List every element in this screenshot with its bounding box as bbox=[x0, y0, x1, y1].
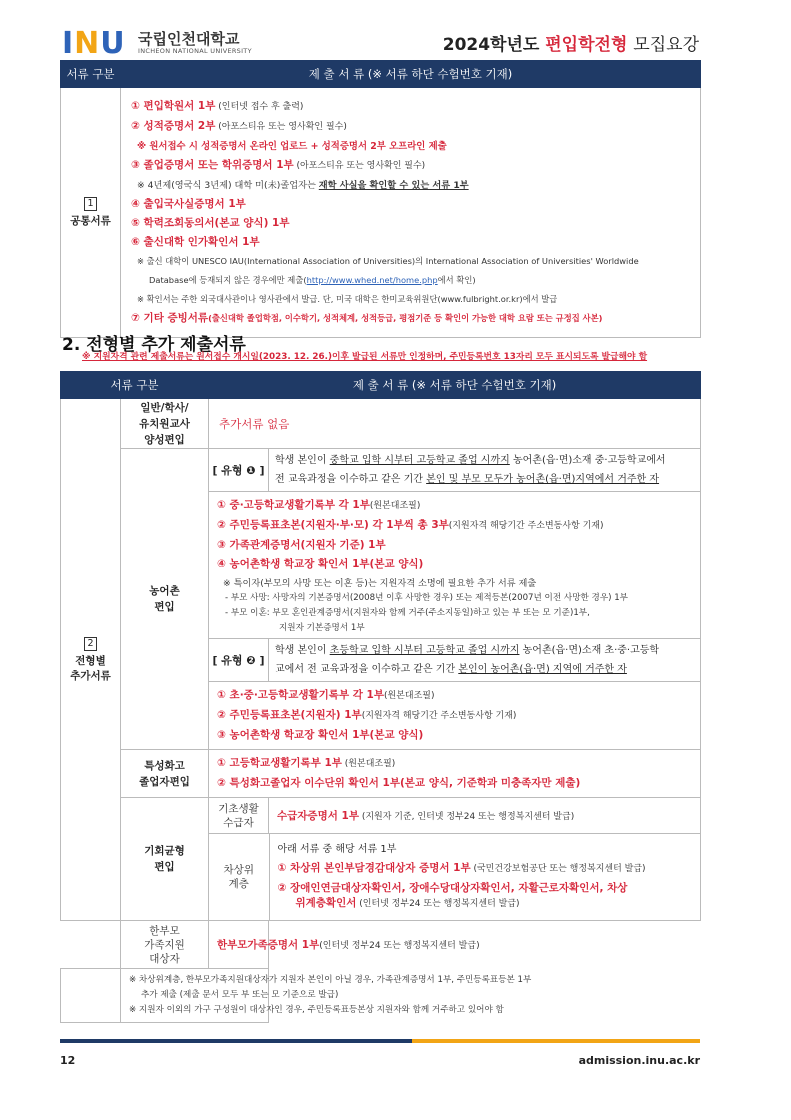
col-header-documents: 제 출 서 류 (※ 서류 하단 수험번호 기재) bbox=[121, 61, 701, 88]
vocational-docs: ① 고등학교생활기록부 1부 (원본대조필) ② 특성화고졸업자 이수단위 확인서 1부(본교 양식, 기준학과 미충족자만 제출) bbox=[209, 750, 701, 798]
common-documents-table bbox=[60, 60, 701, 338]
section2-title: 2. 전형별 추가 제출서류 bbox=[62, 335, 246, 355]
single-parent-docs: 한부모가족증명서 1부(인터넷 정부24 또는 행정복지센터 발급) bbox=[209, 921, 269, 969]
basic-living-docs: 수급자증명서 1부 (지원자 기준, 인터넷 정부24 또는 행정복지센터 발급) bbox=[269, 798, 701, 834]
col-header-category: 서류 구분 bbox=[61, 61, 121, 88]
col-header-category: 서류 구분 bbox=[61, 372, 209, 399]
site-url[interactable]: admission.inu.ac.kr bbox=[578, 1054, 700, 1067]
basic-living-label: 기초생활 수급자 bbox=[209, 798, 269, 834]
equal-opportunity-notes: ※ 차상위계층, 한부모가족지원대상자가 지원자 본인이 아닐 경우, 가족관계증명서 1부, 주민등록표등본 1부 추가 제출 (제출 문서 모두 부 또는 모 기준으로 발급) ※ 지원자 이외의 가구 구성원이 대상자인 경우, 주민등록표등본상 지원자와 함께 거주하고 있어야 함 bbox=[121, 969, 269, 1023]
logo-korean-name: 국립인천대학교 bbox=[138, 30, 240, 48]
type-equal-opportunity: 기회균형 편입 bbox=[121, 798, 209, 921]
common-doc-list: ① 편입학원서 1부 (인터넷 접수 후 출력) ② 성적증명서 2부 (아포스티유 또는 영사확인 필수) ※ 원서접수 시 성적증명서 온라인 업로드 + 성적증명서 2부 오프라인 제출 ③ 졸업증명서 또는 학위증명서 1부 (아포스티유 또는 영사확인 필수) ※ 4년제(영국식 3년제) 대학 미(未)졸업자는 재학 사실을 확인할 수 있는 서류 1부 ④ 출입국사실증명서 1부 ⑤ 학력조회동의서(본교 양식) 1부 ⑥ 출신대학 인가확인서 1부 ※ 출신 대학이 UNESCO IAU(International Association of Universities)의 International Association of Universities' Worldwide Database에 등재되지 않은 경우에만 제출(http://www.whed.net/home.php에서 확인) ※ 확인서는 주한 외국대사관이나 영사관에서 발급. 단, 미국 대학은 한미교육위원단(www.fulbright.or.kr)에서 발급 ⑦ 기타 증빙서류(출신대학 졸업학점, 이수학기, 성적체계, 성적등급, 평점기준 등 확인이 가능한 대학 요람 또는 규정집 사본) bbox=[121, 88, 701, 338]
category-additional: 2 전형별 추가서류 bbox=[61, 399, 121, 921]
logo-english-name: INCHEON NATIONAL UNIVERSITY bbox=[138, 47, 252, 55]
rural-type2-docs: ① 초·중·고등학교생활기록부 각 1부(원본대조필) ② 주민등록표초본(지원자) 1부(지원자격 해당기간 주소변동사항 기재) ③ 농어촌학생 학교장 확인서 1부(본교 양식) bbox=[209, 682, 701, 750]
near-poverty-docs: 아래 서류 중 해당 서류 1부 ① 차상위 본인부담경감대상자 증명서 1부 (국민건강보험공단 또는 행정복지센터 발급) ② 장애인연금대상자확인서, 장애수당대상자확인서, 자활근로자확인서, 차상 위계층확인서 (인터넷 정부24 또는 행정복지센터 발급) bbox=[277, 844, 646, 909]
whed-link[interactable]: http://www.whed.net/home.php bbox=[306, 275, 438, 285]
logo-mark: INU bbox=[62, 26, 126, 61]
rural-type1-desc: 학생 본인이 중학교 입학 시부터 고등학교 졸업 시까지 농어촌(읍·면)소재 중·고등학교에서 전 교육과정을 이수하고 같은 기간 본인 및 부모 모두가 농어촌(읍·면)지역에서 거주한 자 bbox=[269, 449, 701, 492]
rural-type1-docs: ① 중·고등학교생활기록부 각 1부(원본대조필) ② 주민등록표초본(지원자·부·모) 각 1부씩 총 3부(지원자격 해당기간 주소변동사항 기재) ③ 가족관계증명서(지원자 기준) 1부 ④ 농어촌학생 학교장 확인서 1부(본교 양식) ※ 특이자(부모의 사망 또는 이혼 등)는 지원자격 소명에 필요한 추가 서류 제출 - 부모 사망: 사망자의 기본증명서(2008년 이후 사망한 경우) 또는 제적등본(2007년 이전 사망한 경우) 1부 - 부모 이혼: 부모 혼인관계증명서(지원자와 함께 거주(주소지동일)하고 있는 부 또는 모 기준)1부, 지원자 기본증명서 1부 bbox=[209, 492, 701, 639]
document-title: 2024학년도 편입학전형 모집요강 bbox=[442, 35, 699, 55]
type-general: 일반/학사/ 유치원교사 양성편입 bbox=[121, 399, 209, 449]
general-docs: 추가서류 없음 bbox=[209, 399, 701, 449]
footer-bar bbox=[60, 1039, 700, 1043]
near-poverty-label: 차상위 계층 bbox=[209, 834, 269, 920]
rural-type1-label: [ 유형 ❶ ] bbox=[209, 449, 269, 492]
type-rural: 농어촌 편입 bbox=[121, 449, 209, 750]
additional-documents-table bbox=[60, 371, 701, 1023]
category-common: 1 공통서류 bbox=[61, 88, 121, 338]
col-header-documents: 제 출 서 류 (※ 서류 하단 수험번호 기재) bbox=[209, 372, 701, 399]
type-vocational: 특성화고 졸업자편입 bbox=[121, 750, 209, 798]
page-number: 12 bbox=[60, 1054, 76, 1067]
rural-type2-label: [ 유형 ❷ ] bbox=[209, 639, 269, 682]
rural-type2-desc: 학생 본인이 초등학교 입학 시부터 고등학교 졸업 시까지 농어촌(읍·면)소재 초·중·고등학 교에서 전 교육과정을 이수하고 같은 기간 본인이 농어촌(읍·면) 지역에 거주한 자 bbox=[269, 639, 701, 682]
single-parent-label: 한부모 가족지원 대상자 bbox=[121, 921, 209, 969]
equal-subrows bbox=[209, 834, 701, 921]
university-logo bbox=[62, 26, 252, 61]
section2-note: ※ 지원자격 관련 제출서류는 원서접수 개시일(2023. 12. 26.)이후 발급된 서류만 인정하며, 주민등록번호 13자리 모두 표시되도록 발급해야 함 bbox=[82, 352, 648, 362]
